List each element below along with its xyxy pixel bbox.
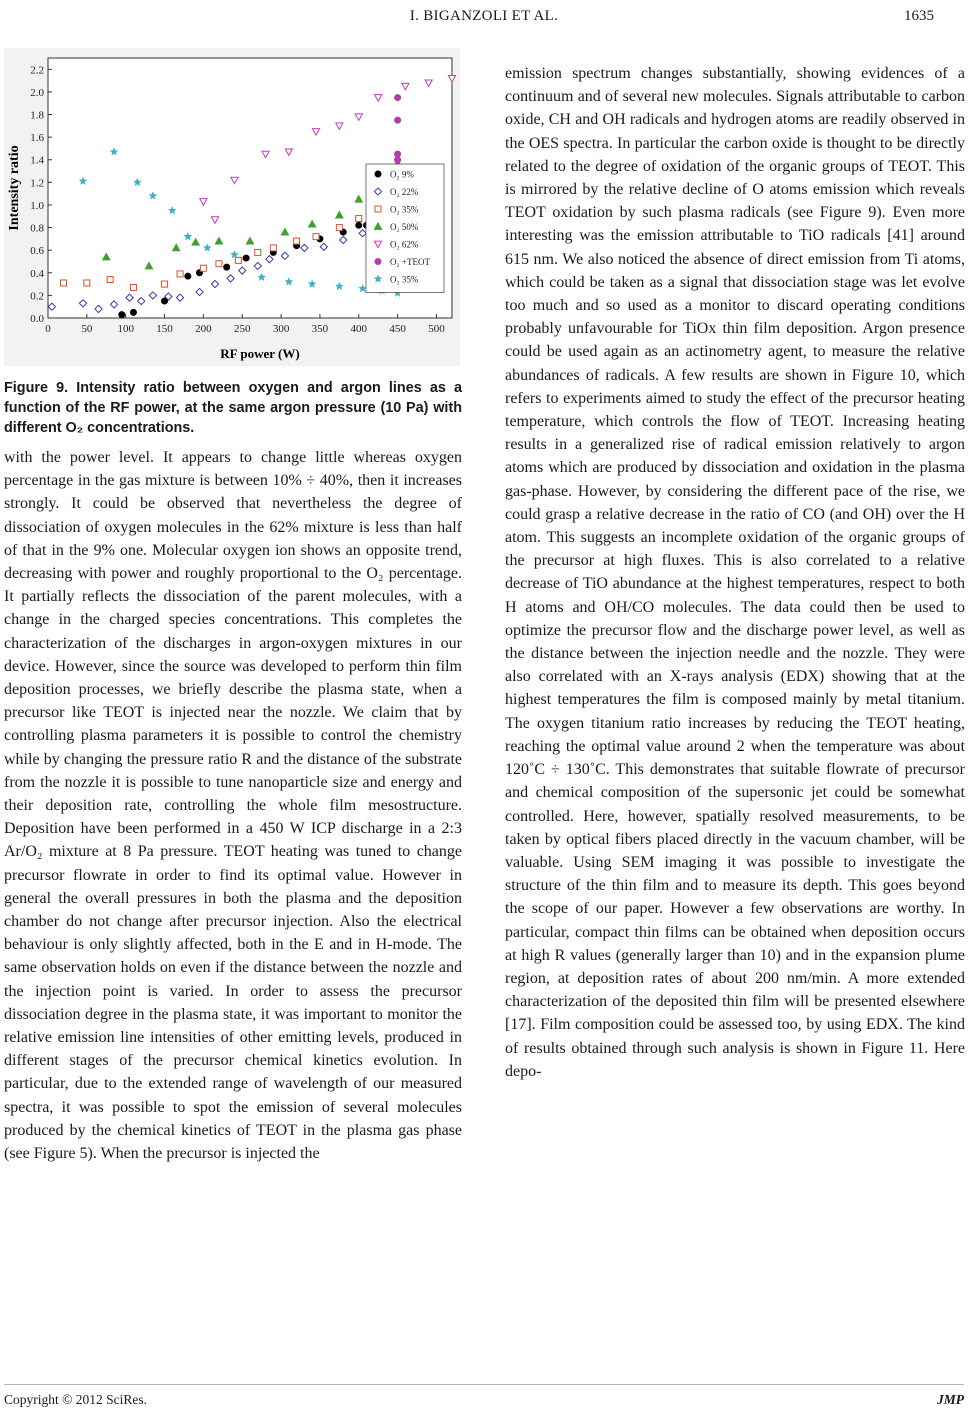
figure-9 xyxy=(4,48,460,366)
y-tick-label: 0.0 xyxy=(30,313,44,325)
x-axis-label: RF power (W) xyxy=(220,346,300,361)
y-tick-label: 1.0 xyxy=(30,199,44,212)
data-point xyxy=(224,264,230,270)
y-tick-label: 0.6 xyxy=(30,245,44,258)
data-point xyxy=(243,255,249,261)
page-number: 1635 xyxy=(904,8,934,24)
data-point xyxy=(162,281,168,287)
y-tick-label: 1.6 xyxy=(30,132,44,145)
y-tick-label: 1.4 xyxy=(30,154,44,167)
data-point xyxy=(130,284,136,290)
data-point xyxy=(200,265,206,271)
y-tick-label: 1.8 xyxy=(30,109,44,122)
legend-label: O₂ 22% xyxy=(390,187,419,197)
data-point xyxy=(294,238,300,244)
y-tick-label: 2.0 xyxy=(30,86,44,99)
data-point xyxy=(356,216,362,222)
data-point xyxy=(119,312,125,318)
data-point xyxy=(336,225,342,231)
legend-label: O₂ +TEOT xyxy=(390,257,430,267)
data-point xyxy=(84,280,90,286)
data-point xyxy=(395,151,401,157)
x-tick-label: 200 xyxy=(195,323,212,335)
x-tick-label: 250 xyxy=(233,323,251,335)
x-tick-label: 50 xyxy=(81,323,93,335)
data-point xyxy=(255,249,261,255)
x-tick-label: 300 xyxy=(272,323,290,335)
legend-label: O₂ 9% xyxy=(390,169,414,180)
y-tick-label: 1.2 xyxy=(30,177,44,190)
y-tick-label: 0.2 xyxy=(30,290,44,303)
x-tick-label: 150 xyxy=(156,323,173,335)
journal-abbrev: JMP xyxy=(937,1392,964,1407)
intensity-ratio-chart xyxy=(4,48,460,366)
data-point xyxy=(395,117,401,123)
data-point xyxy=(107,277,113,283)
data-point xyxy=(177,271,183,277)
page-footer xyxy=(4,1392,964,1408)
data-point xyxy=(270,245,276,251)
legend-label: O₂ 62% xyxy=(390,239,419,250)
y-axis-label: Intensity ratio xyxy=(7,145,22,231)
x-tick-label: 450 xyxy=(389,323,406,335)
x-tick-label: 350 xyxy=(311,323,329,335)
data-point xyxy=(395,95,401,101)
data-point xyxy=(61,280,67,286)
y-tick-label: 0.8 xyxy=(30,222,44,235)
data-point xyxy=(185,273,191,279)
y-tick-label: 0.4 xyxy=(30,267,44,280)
data-point xyxy=(356,222,362,228)
running-title: I. BIGANZOLI ET AL. xyxy=(409,8,559,24)
page-header xyxy=(0,8,968,32)
legend-marker xyxy=(375,206,381,212)
figure-caption: Figure 9. Intensity ratio between oxygen and argon lines as a function of the RF power, at the same argon pressure (10 Pa) with different O₂ concentrations. xyxy=(4,380,462,436)
legend-label: O₂ 35% xyxy=(390,274,419,285)
x-tick-label: 500 xyxy=(428,323,445,335)
data-point xyxy=(130,309,136,315)
x-tick-label: 0 xyxy=(45,323,51,335)
data-point xyxy=(313,234,319,240)
legend-label: O₂ 50% xyxy=(390,222,419,232)
legend-label: O₂ 35% xyxy=(390,204,419,215)
data-point xyxy=(216,261,222,267)
legend-marker xyxy=(375,171,381,177)
data-point xyxy=(395,157,401,163)
x-tick-label: 400 xyxy=(350,323,368,335)
data-point xyxy=(235,257,241,263)
body-right-column: emission spectrum changes substantially, showing evidences of a continuum and of several new molecules. Signals attributable to carbon oxide, CH and OH radicals and hydrogen atoms are readily observed in the OES spectra. In particular the carbon oxide is thought to be directly related to the degree of oxidation of the organic groups of TEOT. This is mirrored by the relative decline of O atoms emission which reveals TEOT oxidation by such plasma radicals (see Figure 9). Even more interesting was the emission attributable to TiO radicals [41] around 615 nm. We also noticed the absence of direct emission from Ti atoms, which could be taken as a signal that dissociation stage was let evolve too much and so used as a monitor to discard operating conditions probably unfavourable for TiOx thin film deposition. Argon presence could be used again as an actinometry agent, to measure the relative abundances of radicals. A few results are shown in Figure 10, which refers to experiments aimed to study the effect of the precursor heating temperature, which controls the flow of TEOT. Increasing heating results in a generalized rise of radical emission relatively to argon atoms which are produced by dissociation and oxidation in the plasma gas-phase. However, by considering the different pace of the rise, we could grasp a relative decrease in the ratio of CO (and OH) over the H atom. This suggests an incomplete oxidation of the organic groups of the precursor at high fluxes. This is also correlated to a relative decrease of TiO abundance at the highest temperatures, respect to both H atoms and OH/CO molecules. The data could then be used to optimize the precursor flow and the discharge power level, as well as the distance between the injection needle and the nozzle. They were also correlated with an X-rays analysis (EDX) showing that at the highest temperatures the film is composed mainly by metal titanium. The oxygen titanium ratio increases by reducing the TEOT heating, reaching the optimal value around 2 when the temperature was about 120˚C ÷ 130˚C. This demonstrates that suitable flowrate of precursor and chemical composition of the supersonic jet could be somewhat controlled. Here, however, spatially resolved measurements, to be taken by optical fibers placed directly in the vacuum chamber, will be valuable. Using SEM imaging it was possible to investigate the structure of the thin film and to measure its depth. This goes beyond the scope of our paper. However a few observations are worthy. In particular, compact thin films can be obtained when deposition occurs at high R values (generally larger than 10) and in the expansion plume region, at deposition rates of about 200 nm/min. A more extended characterization of the deposited thin film will be presented elsewhere [17]. Film composition could be assessed too, by using EDX. The kind of results obtained through such analysis is shown in Figure 11. Here depo- xyxy=(505,65,965,1080)
y-tick-label: 2.2 xyxy=(30,64,44,77)
body-left-column: with the power level. It appears to change little whereas oxygen percentage in the gas mixture is between 10% ÷ 40%, then it increases strongly. It could be observed that nevertheless the degree of dissociation of oxygen molecules in the 62% mixture is less than half of that in the 9% one. Molecular oxygen ion shows an opposite trend, decreasing with power and roughly proportional to the O₂ percentage. It partially reflects the dissociation of the parent molecules, with a change in the charged species concentrations. This completes the characterization of the discharges in argon-oxygen mixtures in our device. However, since the source was developed to perform thin film deposition processes, we briefly describe the plasma state, when a precursor like TEOT is injected near the nozzle. We claim that by controlling plasma parameters it is possible to control the chemistry while by changing the pressure ratio R and the distance of the substrate from the nozzle it is possible to tune nanoparticle size and energy and their deposition rate, controlling the whole film mesostructure. Deposition have been performed in a 450 W ICP discharge in a 2:3 Ar/O₂ mixture at 8 Pa pressure. TEOT heating was tuned to change precursor flowrate in order to find its optimal value. However in general the overall pressures in both the plasma and the deposition chamber do not change after precursor injection. Also the electrical behaviour is only slightly affected, both in the E and in H-mode. The same observation holds on even if the distance between the nozzle and the injection point is varied. In order to assess the precursor dissociation degree in the plasma state, it was important to monitor the relative emission line intensities of other emitting levels, produced in different stages of the precursor chemical kinetics evolution. In particular, due to the extended range of wavelength of our measured spectra, it was possible to spot the emission of several molecules produced by the chemical kinetics of TEOT in the plasma gas phase (see Figure 5). When the precursor is injected the xyxy=(4,449,462,1163)
footer-rule xyxy=(4,1384,964,1385)
x-tick-label: 100 xyxy=(117,323,134,335)
copyright-notice: Copyright © 2012 SciRes. xyxy=(4,1392,148,1407)
legend-marker xyxy=(375,259,381,265)
